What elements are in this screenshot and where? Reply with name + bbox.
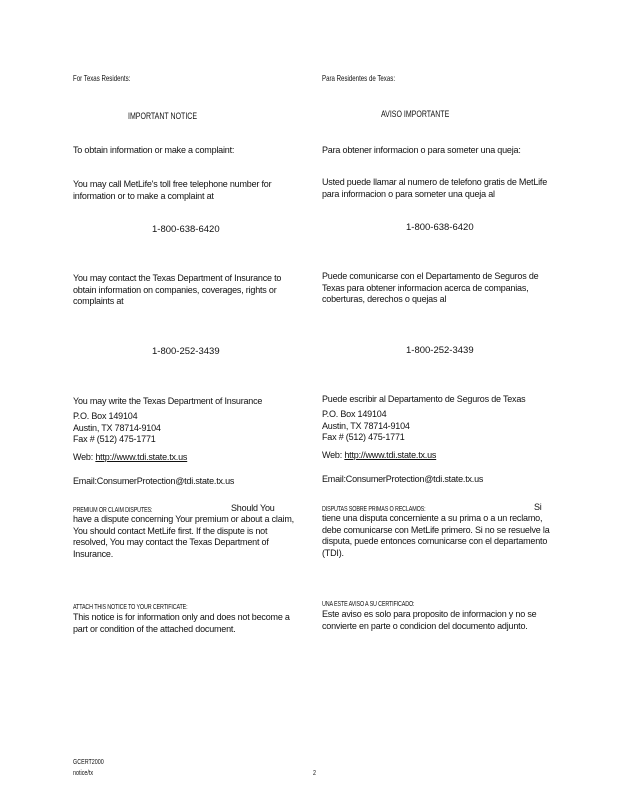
important-notice-title: IMPORTANT NOTICE	[128, 111, 198, 121]
metlife-phone-es: 1-800-638-6420	[406, 222, 474, 233]
call-metlife-text-en: You may call MetLife's toll free telephone number for information or to make a complaint at	[73, 179, 272, 201]
dispute-first-es: Si	[534, 502, 542, 512]
premium-dispute-first: Should You	[231, 503, 275, 513]
premium-dispute-block	[73, 503, 303, 560]
call-metlife-text-es: Usted puede llamar al numero de telefono gratis de MetLife para informacion o para someter una queja al	[322, 177, 548, 199]
attach-notice-body-en: This notice is for information only and does not become a part or condition of the attached document.	[73, 612, 290, 634]
address-block-es	[322, 409, 558, 444]
metlife-phone-en: 1-800-638-6420	[152, 224, 220, 235]
write-tdi-text-en: You may write the Texas Department of Insurance	[73, 396, 263, 406]
tdi-phone-en: 1-800-252-3439	[152, 346, 220, 357]
attach-notice-heading-en: ATTACH THIS NOTICE TO YOUR CERTIFICATE:	[73, 602, 188, 611]
obtain-info-text-en: To obtain information or make a complaint:	[73, 145, 235, 155]
web-line-es	[322, 450, 558, 462]
email-line-es: Email:ConsumerProtection@tdi.state.tx.us	[322, 474, 484, 484]
aviso-importante-title: AVISO IMPORTANTE	[381, 109, 450, 119]
web-label-es: Web:	[322, 450, 345, 460]
obtain-info-text-es: Para obtener informacion o para someter una queja:	[322, 145, 521, 155]
dispute-heading-es: DISPUTAS SOBRE PRIMAS O RECLAMOS:	[322, 504, 426, 513]
po-box-es: P.O. Box 149104	[322, 409, 387, 419]
po-box-en: P.O. Box 149104	[73, 411, 138, 421]
contact-tdi-text-en: You may contact the Texas Department of Insurance to obtain information on companies, coverages, rights or complaints at	[73, 273, 282, 306]
city-en: Austin, TX 78714-9104	[73, 422, 161, 433]
dispute-body-es: tiene una disputa concerniente a su prima o a un reclamo, debe comunicarse con MetLife primero. Si no se resuelve la disputa, puede entonces comunicarse con el departamento (TDI).	[322, 513, 550, 558]
attach-notice-body-es: Este aviso es solo para proposito de informacion y no se convierte en parte o condicion del documento adjunto.	[322, 609, 537, 631]
page-number: 2	[313, 768, 317, 777]
premium-dispute-heading: PREMIUM OR CLAIM DISPUTES:	[73, 505, 153, 514]
write-tdi-text-es: Puede escribir al Departamento de Seguros de Texas	[322, 394, 526, 404]
residents-heading-es: Para Residentes de Texas:	[322, 73, 396, 83]
web-line-en	[73, 452, 303, 464]
email-line-en: Email:ConsumerProtection@tdi.state.tx.us	[73, 476, 235, 486]
fax-es: Fax # (512) 475-1771	[322, 432, 405, 442]
web-link-en[interactable]: http://www.tdi.state.tx.us	[95, 452, 188, 462]
dispute-block-es	[322, 502, 558, 559]
premium-dispute-body: have a dispute concerning Your premium or about a claim, You should contact MetLife first. If the dispute is not resolved, You may contact the Texas Department of Insurance.	[73, 514, 294, 559]
attach-notice-block-es	[322, 598, 558, 632]
web-label-en: Web:	[73, 452, 96, 462]
attach-notice-heading-es: UNA ESTE AVISO A SU CERTIFICADO:	[322, 599, 415, 608]
city-es: Austin, TX 78714-9104	[322, 420, 410, 431]
footer-form-sub: notice/tx	[73, 768, 94, 777]
tdi-phone-es: 1-800-252-3439	[406, 345, 474, 356]
attach-notice-block-en	[73, 601, 303, 635]
web-link-es[interactable]: http://www.tdi.state.tx.us	[344, 450, 437, 460]
fax-en: Fax # (512) 475-1771	[73, 434, 156, 444]
contact-tdi-text-es: Puede comunicarse con el Departamento de Seguros de Texas para obtener informacion acerca de companias, coberturas, derechos o quejas al	[322, 271, 539, 304]
address-block-en	[73, 411, 303, 446]
residents-heading-en: For Texas Residents:	[73, 73, 131, 83]
footer-form-code: GCERT2000	[73, 757, 104, 766]
